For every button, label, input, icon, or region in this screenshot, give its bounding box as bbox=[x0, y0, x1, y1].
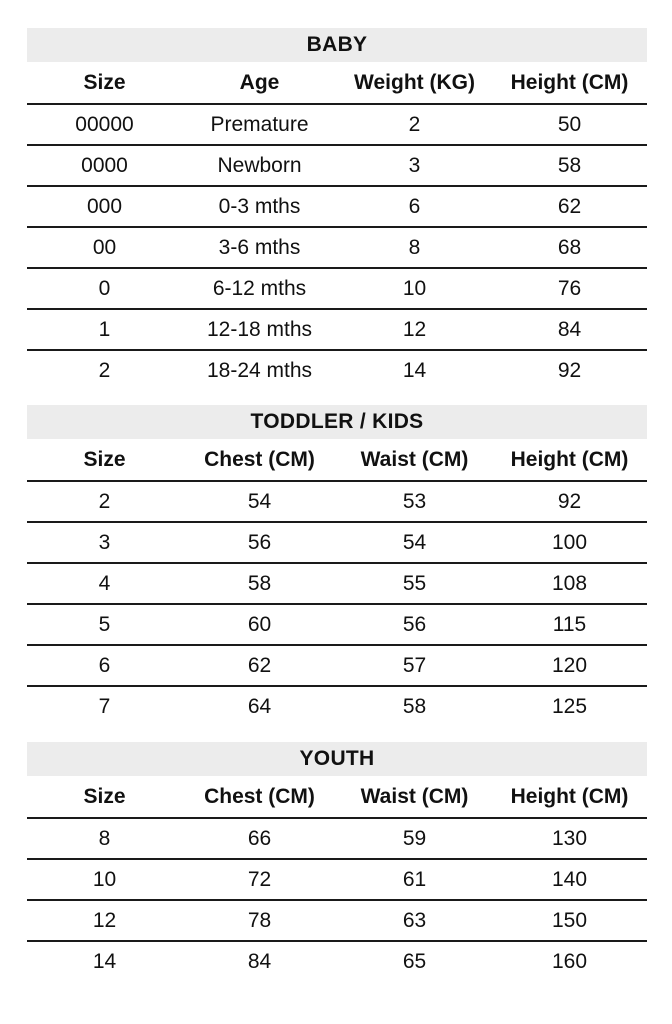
cell: 2 bbox=[98, 359, 111, 382]
table-row bbox=[27, 645, 647, 686]
cell: 55 bbox=[337, 563, 492, 604]
cell: 130 bbox=[492, 818, 647, 859]
cell: 72 bbox=[182, 859, 337, 900]
cell: 58 bbox=[492, 145, 647, 186]
cell: 0 bbox=[27, 268, 182, 309]
cell: 6 bbox=[27, 645, 182, 686]
section-title-baby: BABY bbox=[27, 28, 647, 62]
cell: 62 bbox=[492, 186, 647, 227]
table-row bbox=[27, 604, 647, 645]
cell: 140 bbox=[492, 859, 647, 900]
cell: 12 bbox=[337, 309, 492, 350]
cell: 62 bbox=[182, 645, 337, 686]
section-title-row bbox=[27, 405, 647, 439]
table-row bbox=[27, 941, 647, 982]
cell: 2 bbox=[27, 481, 182, 522]
cell: 000 bbox=[27, 186, 182, 227]
cell: 4 bbox=[27, 563, 182, 604]
cell: 68 bbox=[492, 227, 647, 268]
cell: 84 bbox=[247, 950, 272, 973]
cell: 56 bbox=[182, 522, 337, 563]
cell: 0000 bbox=[27, 145, 182, 186]
cell: 160 bbox=[551, 950, 588, 973]
youth-size-table bbox=[27, 742, 647, 982]
col-header-height: Height (CM) bbox=[492, 62, 647, 104]
cell: 5 bbox=[27, 604, 182, 645]
table-row bbox=[27, 686, 647, 727]
header-row bbox=[27, 776, 647, 818]
col-header-waist: Waist (CM) bbox=[337, 439, 492, 481]
table-row bbox=[27, 481, 647, 522]
cell: 6 bbox=[337, 186, 492, 227]
cell: 78 bbox=[182, 900, 337, 941]
cell: 14 bbox=[92, 950, 117, 973]
baby-size-table bbox=[27, 28, 647, 391]
cell: 60 bbox=[182, 604, 337, 645]
table-row bbox=[27, 268, 647, 309]
section-title-row bbox=[27, 742, 647, 776]
col-header-age: Age bbox=[182, 62, 337, 104]
cell: 00000 bbox=[27, 104, 182, 145]
section-title-row bbox=[27, 28, 647, 62]
cell: 8 bbox=[337, 227, 492, 268]
cell: Premature bbox=[182, 104, 337, 145]
cell: 3 bbox=[27, 522, 182, 563]
table-row bbox=[27, 309, 647, 350]
cell: 125 bbox=[551, 695, 588, 718]
table-row bbox=[27, 818, 647, 859]
section-title-toddler-kids: TODDLER / KIDS bbox=[27, 405, 647, 439]
cell: 50 bbox=[492, 104, 647, 145]
cell: 63 bbox=[337, 900, 492, 941]
cell: 59 bbox=[337, 818, 492, 859]
header-row bbox=[27, 439, 647, 481]
table-row bbox=[27, 227, 647, 268]
cell: Newborn bbox=[182, 145, 337, 186]
table-row bbox=[27, 900, 647, 941]
col-header-height: Height (CM) bbox=[492, 776, 647, 818]
cell: 10 bbox=[337, 268, 492, 309]
cell: 61 bbox=[337, 859, 492, 900]
cell: 58 bbox=[182, 563, 337, 604]
table-row bbox=[27, 186, 647, 227]
col-header-waist: Waist (CM) bbox=[337, 776, 492, 818]
cell: 56 bbox=[337, 604, 492, 645]
cell: 100 bbox=[492, 522, 647, 563]
cell: 64 bbox=[247, 695, 272, 718]
cell: 0-3 mths bbox=[182, 186, 337, 227]
cell: 10 bbox=[27, 859, 182, 900]
cell: 115 bbox=[492, 604, 647, 645]
cell: 76 bbox=[492, 268, 647, 309]
cell: 18-24 mths bbox=[206, 359, 313, 382]
table-row bbox=[27, 522, 647, 563]
table-row bbox=[27, 104, 647, 145]
col-header-chest: Chest (CM) bbox=[182, 439, 337, 481]
cell: 7 bbox=[98, 695, 111, 718]
cell: 92 bbox=[492, 481, 647, 522]
cell: 2 bbox=[337, 104, 492, 145]
cell: 54 bbox=[337, 522, 492, 563]
cell: 54 bbox=[182, 481, 337, 522]
cell: 57 bbox=[337, 645, 492, 686]
cell: 120 bbox=[492, 645, 647, 686]
col-header-size: Size bbox=[27, 439, 182, 481]
cell: 6-12 mths bbox=[182, 268, 337, 309]
cell: 12-18 mths bbox=[182, 309, 337, 350]
cell: 8 bbox=[27, 818, 182, 859]
section-title-youth: YOUTH bbox=[27, 742, 647, 776]
table-row bbox=[27, 145, 647, 186]
cell: 84 bbox=[492, 309, 647, 350]
cell: 108 bbox=[492, 563, 647, 604]
cell: 92 bbox=[557, 359, 582, 382]
table-row bbox=[27, 350, 647, 391]
cell: 3-6 mths bbox=[182, 227, 337, 268]
col-header-size: Size bbox=[27, 776, 182, 818]
header-row bbox=[27, 62, 647, 104]
cell: 66 bbox=[182, 818, 337, 859]
col-header-size: Size bbox=[27, 62, 182, 104]
cell: 53 bbox=[337, 481, 492, 522]
cell: 3 bbox=[337, 145, 492, 186]
toddler-kids-size-table bbox=[27, 405, 647, 727]
cell: 58 bbox=[402, 695, 427, 718]
cell: 14 bbox=[402, 359, 427, 382]
cell: 1 bbox=[27, 309, 182, 350]
col-header-height: Height (CM) bbox=[492, 439, 647, 481]
col-header-weight: Weight (KG) bbox=[337, 62, 492, 104]
cell: 150 bbox=[492, 900, 647, 941]
col-header-chest: Chest (CM) bbox=[182, 776, 337, 818]
cell: 00 bbox=[27, 227, 182, 268]
table-row bbox=[27, 859, 647, 900]
cell: 12 bbox=[27, 900, 182, 941]
cell: 65 bbox=[402, 950, 427, 973]
table-row bbox=[27, 563, 647, 604]
